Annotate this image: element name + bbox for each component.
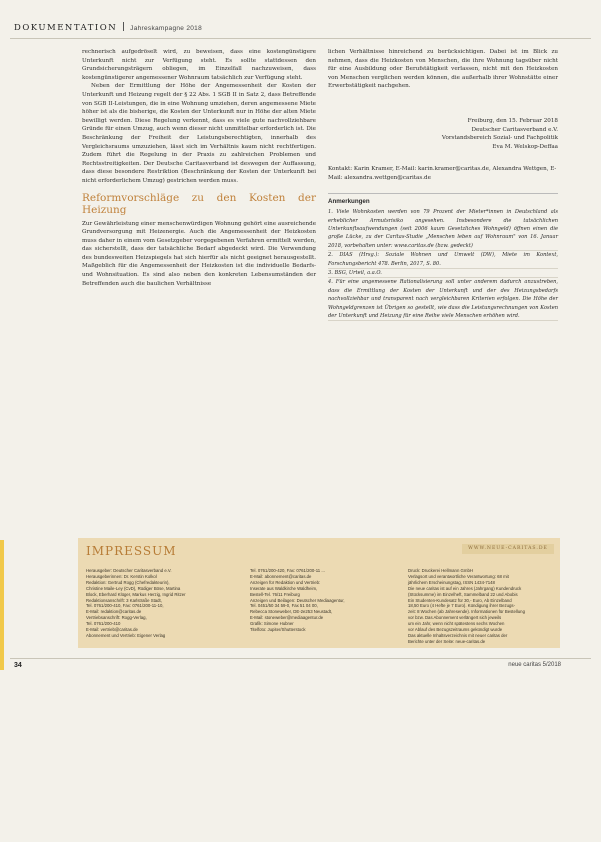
header-rule	[10, 38, 591, 39]
impressum-line: Christine Maile-Ley (CvD), Rüdiger Böse, Martina	[86, 585, 181, 591]
impressum-line: Bestell-Tel. 76/11 Freiburg	[250, 591, 300, 597]
impressum-line: E-Mail: stoneweber@mediaagentur.de	[250, 615, 324, 621]
impressum-line: (Stücksumme) im Einzelheft, Sammelband 22 und Abobis	[408, 591, 518, 597]
impressum-line: E-Mail: abonnement@caritas.de	[250, 573, 312, 579]
signature-line: Eva M. Welskop-Deffaa	[492, 143, 558, 150]
footnotes-title: Anmerkungen	[328, 193, 558, 207]
impressum-line: Berichte unter der Seite: neue-caritas.de	[408, 638, 486, 644]
footer-rule	[10, 658, 591, 659]
paragraph: lichen Verhältnisse hinreichend zu berücksichtigen. Dabei ist im Blick zu nehmen, dass die Heizkosten von Menschen, die ihre Wohnung tagsüber nicht für eine Ausbildung oder Berufstätigkeit verlassen, nicht mit den Heizkosten von Menschen verglichen werden können, die außerhalb ihrer Wohnstätte einer Erwerbstätigkeit nachgehen.	[328, 49, 558, 90]
impressum-line: E-Mail: redaktion@caritas.de	[86, 609, 142, 615]
section-title: DOKUMENTATION	[14, 23, 118, 33]
paragraph: Zur Gewährleistung einer menschenwürdigen Wohnung gehört eine ausreichende Grundversorgung mit Heizenergie. Auch die Angemessenheit der Heizkosten muss daher in einem vom Gesetzgeber vorgegebenen Verfahren ermittelt werden, das sicherstellt, dass der tatsächliche Bedarf abgedeckt wird. Die Verwendung des bundesweiten Heizspiegels hat sich hierfür als nicht geeignet herausgestellt. Maßgeblich für die Angemessenheit der Heizkosten ist die individuelle Bedarfs- und Wohnsituation. Es sind also neben den konkreten Lebensumständen der Betreffenden auch die baulichen Verhältnisse	[82, 220, 316, 287]
impressum-line: Tel. 0761/200-410, Fax: 0761/200-11-10,	[86, 603, 164, 609]
signature-line: Deutscher Caritasverband e.V.	[471, 126, 558, 133]
impressum-line: Tel. 0761/200-420, Fax: 0761/200-11 ...	[250, 568, 325, 573]
impressum-line: Anzeigen für Redaktion und Vertrieb:	[250, 579, 321, 585]
impressum-line: Das aktuelle Inhaltsverzeichnis mit neuer caritas der	[408, 632, 508, 638]
impressum-website[interactable]: WWW.NEUE-CARITAS.DE	[462, 544, 554, 554]
footnote: 3. BSG, Urteil, a.a.O.	[328, 269, 558, 278]
header-divider	[123, 22, 124, 31]
impressum-line: Block, Eberhard Klüger, Markus Herzig, Ingrid Ritzer	[86, 591, 186, 597]
impressum-line: Grafik: Simone Hubner	[250, 621, 294, 627]
page-number: 34	[14, 662, 22, 669]
impressum-line: Die neue caritas ist auf ein Jahres (Jahrgang) Kundendruck	[408, 585, 522, 591]
impressum-line: vor Ablauf des Bezugszeitraums gekündigt wurde	[408, 627, 503, 633]
impressum-column-2	[250, 568, 400, 633]
impressum-line: Druck: Druckerei Hellmann GmbH	[408, 568, 473, 573]
column-left	[82, 48, 316, 288]
impressum-column-3	[408, 568, 553, 645]
impressum-line: Verlagsort und verantwortliche Verantwortung: 68 mit	[408, 573, 509, 579]
impressum-line: Anzeigen und Beilagen: Deutscher Mediaagentur,	[250, 597, 345, 603]
footnote: 4. Für eine angemessene Rationalisierung soll unter anderem dadurch anzustreben, dass die Ermittlung der Kosten der Unterkunft und der des Heizungsbedarfs nachvollziehbar und transparent nach vergleichbaren Kriterien erfolgen. Die Höhe der Wohngeldgrenzen ist Übrigen so gestellt, wie dass die Leistungsrechnungen von Kosten der Unterkunft und Heizung für eine Reihe viele Menschen erhöhen wird.	[328, 278, 558, 321]
impressum-title: IMPRESSUM	[86, 544, 177, 558]
impressum-line: vor bzw. Das Abonnement verlängert sich jeweils	[408, 615, 502, 621]
impressum-box	[78, 538, 560, 648]
signature-block	[328, 117, 558, 151]
section-heading: Reformvorschläge zu den Kosten der Heizung	[82, 191, 316, 216]
impressum-line: E-Mail: vertrieb@caritas.de	[86, 627, 138, 633]
impressum-line: Titelfoto: Jupiter/Shutterstock	[250, 627, 306, 633]
paragraph: rechnerisch aufgedröselt wird, zu beweisen, dass eine kostengünstigere Unterkunft nicht zur Verfügung steht. Es sollte stattdessen den Grundsicherungsträgern obliegen, im Einzelfall nachzuweisen, dass kostengünstigerer angemessener Wohnraum tatsächlich zur Verfügung steht.	[82, 49, 316, 81]
side-marker	[0, 540, 4, 670]
signature-line: Freiburg, den 15. Februar 2018	[467, 117, 558, 124]
footnote: 1. Viele Wohnkosten werden von 79 Prozent der Mieter*innen in Deutschland als erheblicher Armutsrisiko angesehen. Insbesondere die tatsächlichen Unterkunftsaufwendungen (seit 2006 kaum Gesetzliches Wohngeld) öffnen einen die große Lücke, zu der Caritas-Studie „Menschen leben auf Wohnraum" von 16. Januar 2018, vorbehalten unter: www.caritas.de (bzw. gedeckt)	[328, 208, 558, 251]
impressum-line: Ein Studenten-Kundesatz für 30,- Euro, Ab Einzelband	[408, 597, 512, 603]
impressum-line: Inserate aus Waldkirche Waldheim,	[250, 585, 318, 591]
impressum-line: Tel. 0761/200-410	[86, 621, 121, 627]
impressum-line: Tel. 0451/50 34 59-0, Fax 51 04 00,	[250, 603, 318, 609]
impressum-line: Redaktion: Gertrud Rogg (Chefredakteurin),	[86, 579, 170, 585]
section-subtitle: Jahreskampagne 2018	[130, 25, 202, 32]
footnote: 2. DIAS (Hrsg.): Soziale Wohnen und Umwelt (DW), Miete im Kontext, Forschungsbericht 478. Berlin, 2017, S. 80.	[328, 251, 558, 269]
impressum-line: Herausgeber: Deutscher Caritasverband e.V.	[86, 568, 172, 573]
impressum-line: Rebecca Stoneweber, DE-2e253 Neustadt,	[250, 609, 333, 615]
impressum-line: Redaktionsanschrift: 3 Karlstraße Stadt,	[86, 597, 162, 603]
impressum-line: um ein Jahr, wenn nicht spätestens sechs Wochen	[408, 621, 505, 627]
impressum-column-1	[86, 568, 236, 639]
impressum-line: jährlichem Erscheinungstag, ISSN 1434-7148	[408, 579, 495, 585]
impressum-line: zeit: 8 Wochen (ab Jahresende). Informationen für Bestellung	[408, 609, 525, 615]
signature-line: Vorstandsbereich Sozial- und Fachpolitik	[441, 135, 558, 142]
contact-info: Kontakt: Karin Kramer, E-Mail: karin.kramer@caritas.de, Alexandra Wettgen, E-Mail: alexandra.wettgen@caritas.de	[328, 166, 557, 181]
magazine-issue: neue caritas 5/2018	[508, 662, 561, 668]
footnotes	[328, 208, 558, 321]
impressum-line: Herausgeberinnen: Dr. Kerstin Kolkol	[86, 573, 157, 579]
paragraph: Neben der Ermittlung der Höhe der Angemessenheit der Kosten der Unterkunft und Heizung regelt der § 22 Abs. 1 SGB II in Satz 2, dass Betreffende von SGB II-Leistungen, die in eine Wohnung umziehen, deren angemessene Miete höher ist als die bisherige, die Kosten der Unterkunft nur in Höhe der alten Miete bewilligt werden. Diese Regelung verkennt, dass es viele gute nachvollziehbare Gründe für einen Umzug, auch wenn dieser nicht unmittelbar erforderlich ist. Die Beschränkung der Freiheit der Leistungsberechtigten, innerhalb des Vergleichsraums umzuziehen, lässt sich im Verhältnis kaum nicht rechtfertigen. Zudem führt die Regelung in der Praxis zu zahlreichen Problemen und Rechtsstreitigkeiten. Der Deutsche Caritasverband ist deswegen der Auffassung, dass diese besondere Restriktion (Beschränkung der Kosten der Unterkunft bei nicht erforderlichem Umzug) gestrichen werden muss.	[82, 83, 316, 184]
impressum-line: 18,50 Euro (4 Hefte je 7 Euro). Kündigung ihrer Bezugs-	[408, 603, 516, 609]
column-right	[328, 48, 558, 321]
impressum-line: Abonnement und Vertrieb: Eigener Verlag	[86, 632, 166, 638]
running-header	[14, 22, 314, 38]
impressum-line: Vertriebsanschrift: Rogg-Verlag,	[86, 615, 147, 621]
